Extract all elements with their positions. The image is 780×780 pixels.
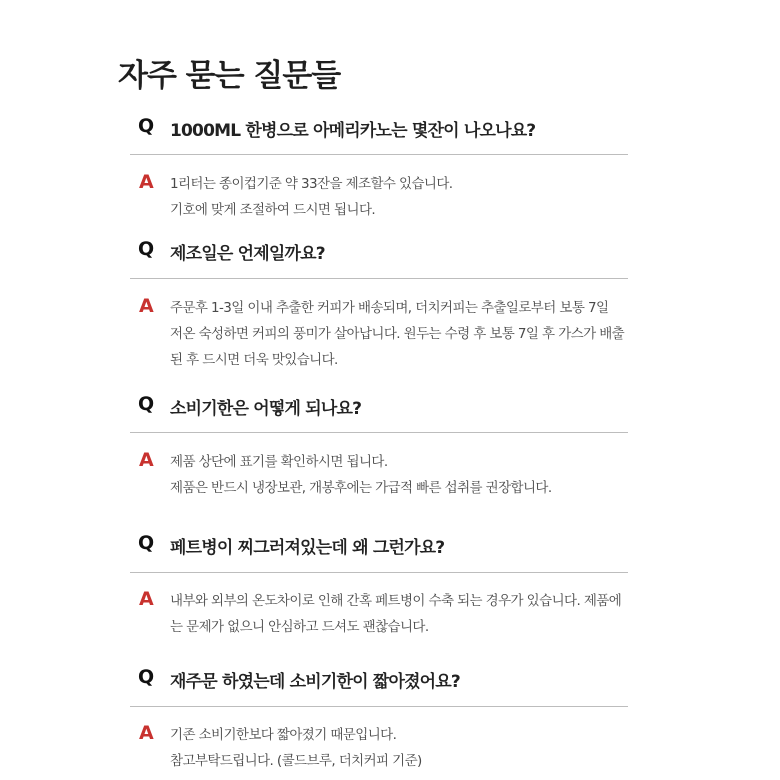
answer-line: 참고부탁드립니다. (콜드브루, 더치커피 기준) — [170, 753, 422, 769]
faq-question-row[interactable] — [130, 115, 638, 145]
answer-line: 기호에 맞게 조절하여 드시면 됩니다. — [170, 202, 376, 218]
answer-line: 내부와 외부의 온도차이로 인해 간혹 페트병이 수축 되는 경우가 있습니다. 제품에 — [170, 593, 622, 609]
answer-line: 1리터는 종이컵기준 약 33잔을 제조할수 있습니다. — [170, 176, 453, 192]
answer-line: 저온 숙성하면 커피의 풍미가 살아납니다. 원두는 수령 후 보통 7일 후 가스가 배출 — [170, 326, 625, 342]
answer-line: 기존 소비기한보다 짧아졌기 때문입니다. — [170, 727, 397, 743]
question-mark: Q — [138, 666, 155, 688]
faq-divider — [130, 432, 628, 433]
page-title: 자주 묻는 질문들 — [118, 58, 341, 94]
faq-item — [130, 115, 638, 218]
faq-answer — [170, 588, 632, 640]
answer-mark: A — [139, 722, 154, 744]
faq-question[interactable]: 재주문 하였는데 소비기한이 짧아졌어요? — [170, 672, 460, 692]
answer-line: 된 후 드시면 더욱 맛있습니다. — [170, 352, 338, 368]
faq-divider — [130, 278, 628, 279]
faq-item — [130, 532, 638, 635]
question-mark: Q — [138, 115, 155, 137]
answer-line: 는 문제가 없으니 안심하고 드셔도 괜찮습니다. — [170, 619, 429, 635]
faq-question[interactable]: 소비기한은 어떻게 되나요? — [170, 399, 362, 419]
faq-question[interactable]: 제조일은 언제일까요? — [170, 244, 325, 264]
faq-question[interactable]: 페트병이 찌그러져있는데 왜 그런가요? — [170, 538, 445, 558]
faq-item — [130, 238, 638, 368]
answer-mark: A — [139, 171, 154, 193]
question-mark: Q — [138, 393, 155, 415]
faq-answer — [170, 449, 632, 501]
faq-question-row[interactable] — [130, 666, 638, 696]
faq-question[interactable]: 1000ML 한병으로 아메리카노는 몇잔이 나오나요? — [170, 121, 536, 141]
question-mark: Q — [138, 238, 155, 260]
faq-divider — [130, 572, 628, 573]
faq-item — [130, 666, 638, 769]
answer-mark: A — [139, 449, 154, 471]
answer-mark: A — [139, 588, 154, 610]
faq-answer — [170, 295, 632, 373]
answer-mark: A — [139, 295, 154, 317]
answer-line: 제품은 반드시 냉장보관, 개봉후에는 가급적 빠른 섭취를 권장합니다. — [170, 480, 552, 496]
faq-answer — [170, 171, 632, 223]
faq-divider — [130, 154, 628, 155]
faq-question-row[interactable] — [130, 238, 638, 268]
faq-question-row[interactable] — [130, 393, 638, 423]
answer-line: 주문후 1-3일 이내 추출한 커피가 배송되며, 더치커피는 추출일로부터 보통 7일 — [170, 300, 609, 316]
faq-divider — [130, 706, 628, 707]
faq-answer — [170, 722, 632, 774]
faq-item — [130, 393, 638, 496]
question-mark: Q — [138, 532, 155, 554]
faq-question-row[interactable] — [130, 532, 638, 562]
answer-line: 제품 상단에 표기를 확인하시면 됩니다. — [170, 454, 388, 470]
